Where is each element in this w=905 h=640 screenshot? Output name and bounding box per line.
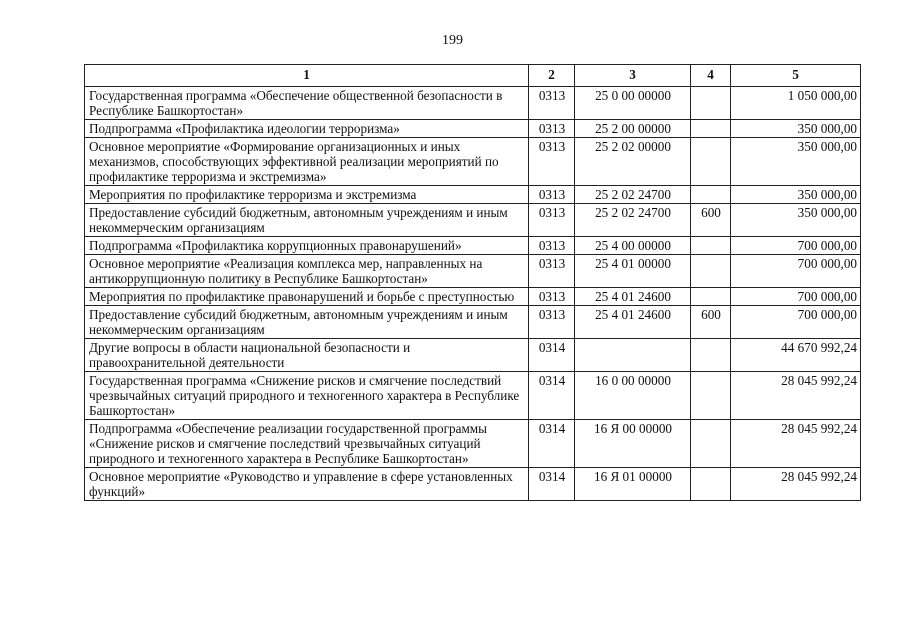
expense-type-cell: 600 bbox=[691, 306, 731, 339]
section-code-cell: 0313 bbox=[529, 255, 575, 288]
row-name-cell: Основное мероприятие «Руководство и управление в сфере установленных функций» bbox=[85, 468, 529, 501]
column-header: 1 bbox=[85, 65, 529, 87]
row-name-cell: Подпрограмма «Обеспечение реализации государственной программы «Снижение рисков и смягчение последствий чрезвычайных ситуаций природного и техногенного характера в Республике Башкортостан» bbox=[85, 420, 529, 468]
row-name-cell: Подпрограмма «Профилактика коррупционных правонарушений» bbox=[85, 237, 529, 255]
amount-cell: 700 000,00 bbox=[731, 255, 861, 288]
target-item-cell: 25 4 01 00000 bbox=[575, 255, 691, 288]
row-name-cell: Государственная программа «Снижение рисков и смягчение последствий чрезвычайных ситуаций природного и техногенного характера в Республике Башкортостан» bbox=[85, 372, 529, 420]
row-name-cell: Предоставление субсидий бюджетным, автономным учреждениям и иным некоммерческим организациям bbox=[85, 204, 529, 237]
section-code-cell: 0313 bbox=[529, 204, 575, 237]
target-item-cell: 16 Я 01 00000 bbox=[575, 468, 691, 501]
section-code-cell: 0313 bbox=[529, 120, 575, 138]
section-code-cell: 0314 bbox=[529, 420, 575, 468]
expense-type-cell bbox=[691, 237, 731, 255]
target-item-cell: 25 2 00 00000 bbox=[575, 120, 691, 138]
table-header-row bbox=[85, 65, 861, 87]
amount-cell: 28 045 992,24 bbox=[731, 420, 861, 468]
budget-table bbox=[84, 64, 861, 501]
expense-type-cell bbox=[691, 468, 731, 501]
table-row bbox=[85, 420, 861, 468]
table-row bbox=[85, 186, 861, 204]
table-row bbox=[85, 120, 861, 138]
section-code-cell: 0313 bbox=[529, 186, 575, 204]
row-name-cell: Другие вопросы в области национальной безопасности и правоохранительной деятельности bbox=[85, 339, 529, 372]
expense-type-cell bbox=[691, 339, 731, 372]
amount-cell: 44 670 992,24 bbox=[731, 339, 861, 372]
table-row bbox=[85, 306, 861, 339]
row-name-cell: Основное мероприятие «Формирование организационных и иных механизмов, способствующих эффективной реализации мероприятий по профилактике терроризма и экстремизма» bbox=[85, 138, 529, 186]
section-code-cell: 0314 bbox=[529, 468, 575, 501]
section-code-cell: 0313 bbox=[529, 138, 575, 186]
amount-cell: 350 000,00 bbox=[731, 204, 861, 237]
section-code-cell: 0313 bbox=[529, 288, 575, 306]
target-item-cell bbox=[575, 339, 691, 372]
target-item-cell: 25 4 01 24600 bbox=[575, 306, 691, 339]
column-header: 5 bbox=[731, 65, 861, 87]
expense-type-cell: 600 bbox=[691, 204, 731, 237]
amount-cell: 28 045 992,24 bbox=[731, 372, 861, 420]
amount-cell: 700 000,00 bbox=[731, 306, 861, 339]
expense-type-cell bbox=[691, 288, 731, 306]
table-row bbox=[85, 138, 861, 186]
amount-cell: 700 000,00 bbox=[731, 288, 861, 306]
section-code-cell: 0313 bbox=[529, 87, 575, 120]
section-code-cell: 0314 bbox=[529, 339, 575, 372]
section-code-cell: 0314 bbox=[529, 372, 575, 420]
target-item-cell: 25 4 00 00000 bbox=[575, 237, 691, 255]
page-number: 199 bbox=[442, 33, 463, 48]
target-item-cell: 25 0 00 00000 bbox=[575, 87, 691, 120]
row-name-cell: Подпрограмма «Профилактика идеологии терроризма» bbox=[85, 120, 529, 138]
amount-cell: 350 000,00 bbox=[731, 138, 861, 186]
column-header: 3 bbox=[575, 65, 691, 87]
expense-type-cell bbox=[691, 255, 731, 288]
target-item-cell: 16 Я 00 00000 bbox=[575, 420, 691, 468]
target-item-cell: 25 2 02 24700 bbox=[575, 204, 691, 237]
expense-type-cell bbox=[691, 372, 731, 420]
expense-type-cell bbox=[691, 87, 731, 120]
amount-cell: 350 000,00 bbox=[731, 120, 861, 138]
row-name-cell: Государственная программа «Обеспечение общественной безопасности в Республике Башкортостан» bbox=[85, 87, 529, 120]
table-row bbox=[85, 339, 861, 372]
expense-type-cell bbox=[691, 186, 731, 204]
table-row bbox=[85, 87, 861, 120]
table-row bbox=[85, 237, 861, 255]
table-row bbox=[85, 468, 861, 501]
amount-cell: 1 050 000,00 bbox=[731, 87, 861, 120]
row-name-cell: Мероприятия по профилактике правонарушений и борьбе с преступностью bbox=[85, 288, 529, 306]
table-row bbox=[85, 255, 861, 288]
row-name-cell: Мероприятия по профилактике терроризма и экстремизма bbox=[85, 186, 529, 204]
target-item-cell: 25 4 01 24600 bbox=[575, 288, 691, 306]
expense-type-cell bbox=[691, 120, 731, 138]
expense-type-cell bbox=[691, 420, 731, 468]
target-item-cell: 25 2 02 00000 bbox=[575, 138, 691, 186]
target-item-cell: 25 2 02 24700 bbox=[575, 186, 691, 204]
section-code-cell: 0313 bbox=[529, 306, 575, 339]
table-row bbox=[85, 204, 861, 237]
expense-type-cell bbox=[691, 138, 731, 186]
table-row bbox=[85, 372, 861, 420]
table-row bbox=[85, 288, 861, 306]
section-code-cell: 0313 bbox=[529, 237, 575, 255]
amount-cell: 350 000,00 bbox=[731, 186, 861, 204]
amount-cell: 28 045 992,24 bbox=[731, 468, 861, 501]
target-item-cell: 16 0 00 00000 bbox=[575, 372, 691, 420]
row-name-cell: Предоставление субсидий бюджетным, автономным учреждениям и иным некоммерческим организациям bbox=[85, 306, 529, 339]
column-header: 2 bbox=[529, 65, 575, 87]
row-name-cell: Основное мероприятие «Реализация комплекса мер, направленных на антикоррупционную политику в Республике Башкортостан» bbox=[85, 255, 529, 288]
amount-cell: 700 000,00 bbox=[731, 237, 861, 255]
column-header: 4 bbox=[691, 65, 731, 87]
